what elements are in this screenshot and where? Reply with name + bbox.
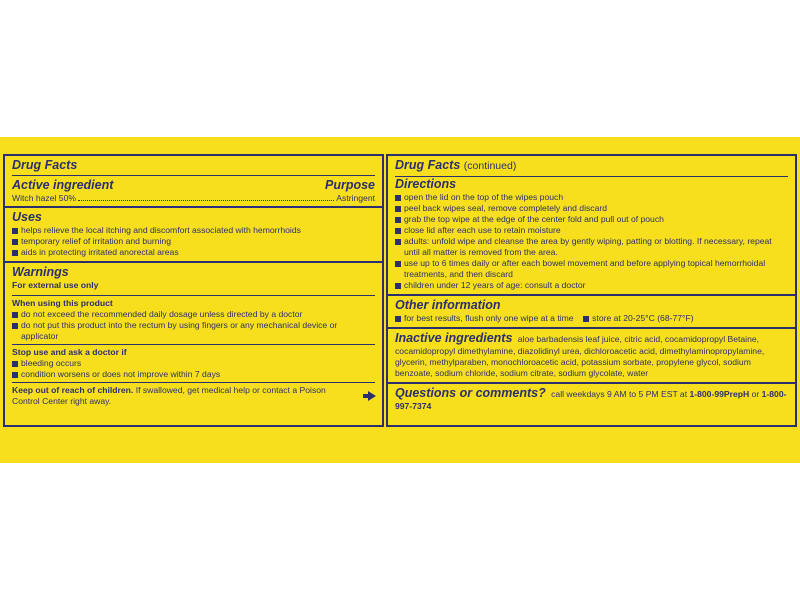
bullet-square-icon	[12, 361, 18, 367]
stop-use-heading: Stop use and ask a doctor if	[12, 347, 127, 357]
bullet-square-icon	[12, 250, 18, 256]
active-ingredient-heading: Active ingredient	[12, 178, 114, 192]
inactive-ingredients-text: aloe barbadensis leaf juice, citric acid, cocamidopropyl Betaine, cocamidopropyl dimethylamine, diazolidinyl urea, dichloroacetic acid, dimethylaminopropylamine, glycerin, methylparaben, monochloroacetic acid, potassium sorbate, propylene glycol, sodium benzoate, sodium chloride, sodium citrate, sodium glycolate, water	[395, 334, 765, 378]
questions-or: or	[751, 389, 760, 399]
active-ingredient-section	[5, 156, 382, 208]
other-information-heading: Other information	[395, 298, 501, 312]
uses-item: aids in protecting irritated anorectal areas	[12, 247, 375, 258]
directions-item: adults: unfold wipe and cleanse the area by gently wiping, patting or blotting. If necessary, repeat until all matter is removed from the area.	[395, 236, 788, 258]
warnings-section	[5, 263, 382, 413]
directions-item: open the lid on the top of the wipes pouch	[395, 192, 788, 203]
questions-heading: Questions or comments?	[395, 386, 546, 400]
questions-text: call weekdays 9 AM to 5 PM EST at	[551, 389, 688, 399]
phone-number-1: 1-800-99PrepH	[689, 389, 750, 399]
uses-item: temporary relief of irritation and burning	[12, 236, 375, 247]
directions-item: children under 12 years of age: consult a doctor	[395, 280, 788, 291]
bullet-square-icon	[395, 261, 401, 267]
bullet-square-icon	[395, 217, 401, 223]
bullet-square-icon	[12, 372, 18, 378]
uses-heading: Uses	[12, 210, 42, 224]
inactive-ingredients-heading: Inactive ingredients	[395, 331, 513, 345]
bullet-square-icon	[395, 316, 401, 322]
directions-item: grab the top wipe at the edge of the center fold and pull out of pouch	[395, 214, 788, 225]
uses-section	[5, 208, 382, 263]
bullet-square-icon	[583, 316, 589, 322]
stop-use-item: condition worsens or does not improve within 7 days	[12, 369, 375, 380]
purpose-value: Astringent	[336, 193, 375, 203]
bullet-square-icon	[395, 239, 401, 245]
other-info-item: store at 20-25°C (68-77°F)	[583, 313, 693, 324]
other-info-item: for best results, flush only one wipe at a time	[395, 313, 574, 324]
keep-out-bold: Keep out of reach of children.	[12, 385, 134, 395]
keep-out-of-reach	[12, 382, 375, 407]
bullet-square-icon	[395, 206, 401, 212]
continue-arrow-icon	[368, 391, 376, 401]
drug-facts-continued-title: Drug Facts (continued)	[395, 158, 788, 177]
questions-section	[388, 384, 795, 415]
stop-use-item: bleeding occurs	[12, 358, 375, 369]
drug-facts-panel-right	[386, 154, 797, 427]
bullet-square-icon	[12, 239, 18, 245]
directions-item: peel back wipes seal, remove completely and discard	[395, 203, 788, 214]
when-using-heading: When using this product	[12, 298, 113, 308]
keep-out-text: If swallowed, get medical help or contact a Poison Control Center right away.	[12, 385, 326, 406]
bullet-square-icon	[395, 228, 401, 234]
directions-heading: Directions	[395, 177, 457, 191]
when-using-item: do not exceed the recommended daily dosage unless directed by a doctor	[12, 309, 375, 320]
purpose-heading: Purpose	[324, 178, 375, 192]
phone-number-2: 1-800-997-7374	[395, 389, 787, 411]
when-using-item: do not put this product into the rectum by using fingers or any mechanical device or applicator	[12, 320, 375, 342]
external-use-text: For external use only	[12, 280, 99, 290]
directions-section	[388, 156, 795, 296]
inactive-ingredients-section	[388, 329, 795, 384]
uses-item: helps relieve the local itching and discomfort associated with hemorrhoids	[12, 225, 375, 236]
warnings-heading: Warnings	[12, 265, 69, 279]
directions-item: close lid after each use to retain moisture	[395, 225, 788, 236]
drug-facts-title: Drug Facts	[12, 158, 375, 176]
bullet-square-icon	[12, 312, 18, 318]
drug-facts-panel-left	[3, 154, 384, 427]
bullet-square-icon	[12, 228, 18, 234]
directions-item: use up to 6 times daily or after each bowel movement and before applying topical hemorrhoidal treatments, and then discard	[395, 258, 788, 280]
leader-dots	[78, 200, 334, 201]
bullet-square-icon	[395, 195, 401, 201]
continued-label: (continued)	[463, 160, 517, 172]
bullet-square-icon	[395, 283, 401, 289]
other-information-section	[388, 296, 795, 329]
bullet-square-icon	[12, 323, 18, 329]
active-ingredient-value: Witch hazel 50%	[12, 193, 77, 203]
